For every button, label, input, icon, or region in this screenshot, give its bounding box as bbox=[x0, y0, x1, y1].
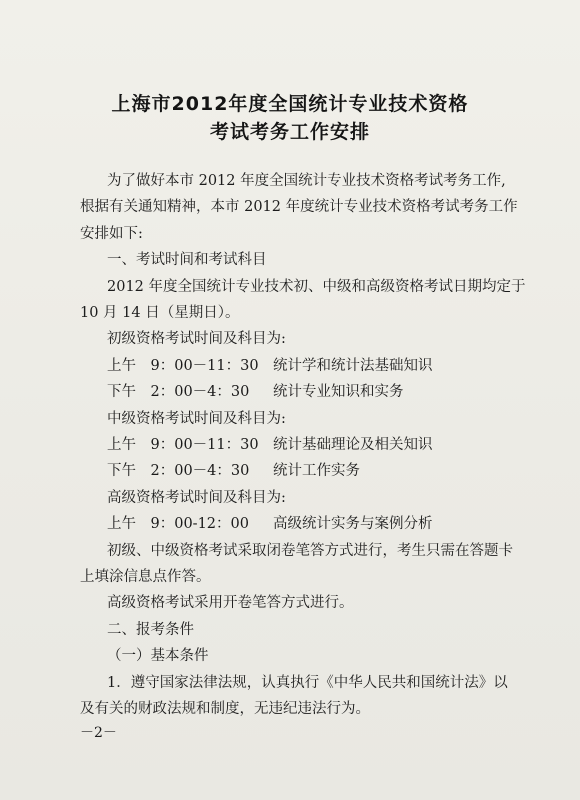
intermediate-row-2-time: 下午 2：00－4：30 bbox=[107, 463, 250, 480]
junior-row-2-time: 下午 2：00－4：30 bbox=[107, 384, 250, 401]
junior-row-2-subject: 统计专业知识和实务 bbox=[273, 384, 404, 401]
closed-book-line-2: 上填涂信息点作答。 bbox=[80, 569, 211, 585]
condition-1-line-2: 及有关的财政法规和制度，无违纪违法行为。 bbox=[80, 701, 370, 717]
document-title-line-2: 考试考务工作安排 bbox=[209, 121, 370, 143]
senior-exam-heading: 高级资格考试时间及科目为: bbox=[107, 489, 286, 506]
section-2-heading: 二、报考条件 bbox=[107, 621, 194, 638]
intermediate-row-2-subject: 统计工作实务 bbox=[273, 463, 360, 480]
intermediate-row-1-subject: 统计基础理论及相关知识 bbox=[273, 437, 433, 453]
closed-book-line-1: 初级、中级资格考试采取闭卷笔答方式进行，考生只需在答题卡 bbox=[107, 542, 513, 559]
senior-row-1-time: 上午 9：00-12：00 bbox=[107, 516, 249, 533]
exam-date-line-2: 10 月 14 日（星期日）。 bbox=[80, 305, 240, 321]
section-1-heading: 一、考试时间和考试科目 bbox=[107, 252, 267, 269]
intro-paragraph-line-1: 为了做好本市 2012 年度全国统计专业技术资格考试考务工作, bbox=[107, 173, 506, 189]
open-book-line: 高级资格考试采用开卷笔答方式进行。 bbox=[107, 595, 354, 612]
intermediate-row-1-time: 上午 9：00－11：30 bbox=[107, 437, 259, 453]
exam-date-line-1: 2012 年度全国统计专业技术初、中级和高级资格考试日期均定于 bbox=[107, 278, 526, 295]
intermediate-exam-heading: 中级资格考试时间及科目为: bbox=[107, 410, 286, 427]
subsection-basic-conditions: （一）基本条件 bbox=[107, 648, 209, 665]
condition-1-line-1: 1．遵守国家法律法规，认真执行《中华人民共和国统计法》以 bbox=[107, 674, 508, 691]
intro-paragraph-line-2: 根据有关通知精神，本市 2012 年度统计专业技术资格考试考务工作 bbox=[80, 199, 518, 216]
junior-exam-heading: 初级资格考试时间及科目为: bbox=[107, 331, 286, 348]
junior-row-1-subject: 统计学和统计法基础知识 bbox=[273, 357, 433, 374]
intro-paragraph-line-3: 安排如下: bbox=[80, 225, 143, 242]
senior-row-1-subject: 高级统计实务与案例分析 bbox=[273, 516, 433, 533]
junior-row-1-time: 上午 9：00－11：30 bbox=[107, 357, 259, 374]
page-number: －2－ bbox=[80, 725, 117, 741]
document-title-line-1: 上海市2012年度全国统计专业技术资格 bbox=[111, 93, 469, 115]
